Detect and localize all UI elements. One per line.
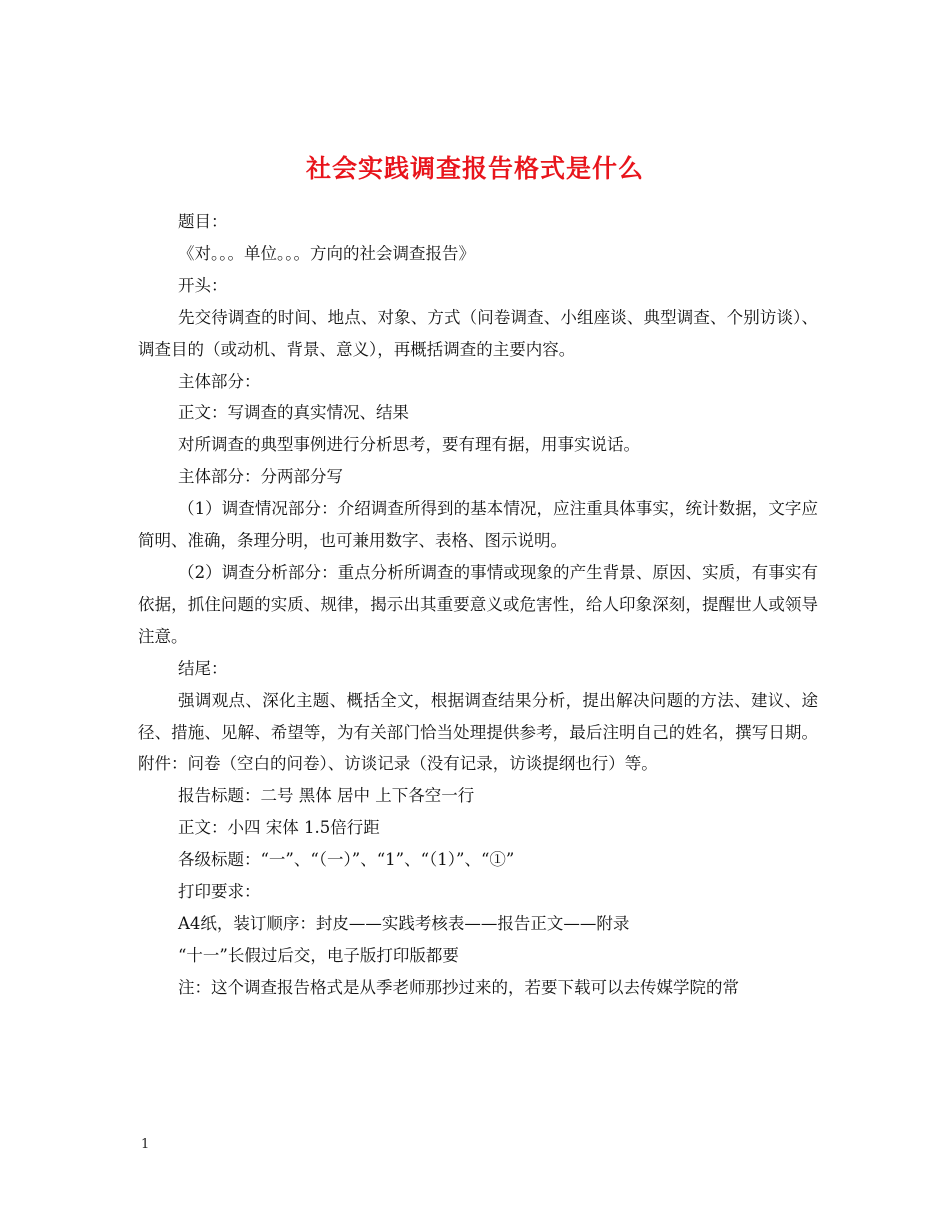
paragraph-opening-content: 先交待调查的时间、地点、对象、方式（问卷调查、小组座谈、典型调查、个别访谈）、调查目的（或动机、背景、意义），再概括调查的主要内容。 xyxy=(138,307,818,359)
document-body xyxy=(138,206,818,1004)
paragraph-ending-heading: 结尾： xyxy=(178,658,228,678)
paragraph-ending-content: 强调观点、深化主题、概括全文，根据调查结果分析，提出解决问题的方法、建议、途径、措施、见解、希望等，为有关部门恰当处理提供参考，最后注明自己的姓名，撰写日期。 附件：问卷（空白的问卷）、访谈记录（没有记录，访谈提纲也行）等。 xyxy=(138,690,818,774)
paragraph-binding-order: A4纸，装订顺序：封皮——实践考核表——报告正文——附录 xyxy=(178,913,630,933)
paragraph-heading-levels: 各级标题：“一”、“（一）”、“1”、“（1）”、“①” xyxy=(178,850,515,870)
paragraph-body-format: 正文：小四 宋体 1.5倍行距 xyxy=(178,818,380,838)
paragraph-survey-situation: （1）调查情况部分：介绍调查所得到的基本情况，应注重具体事实，统计数据，文字应简明、准确，条理分明，也可兼用数字、表格、图示说明。 xyxy=(138,499,818,551)
paragraph-main-heading: 主体部分： xyxy=(178,371,261,391)
paragraph-note: 注：这个调查报告格式是从季老师那抄过来的，若要下载可以去传媒学院的常 xyxy=(178,977,739,997)
page-number: 1 xyxy=(141,1137,150,1152)
paragraph-opening-heading: 开头： xyxy=(178,275,228,295)
paragraph-topic-example: 《对。。。单位。。。方向的社会调查报告》 xyxy=(178,243,475,263)
document-title: 社会实践调查报告格式是什么 xyxy=(305,153,644,183)
paragraph-survey-analysis: （2）调查分析部分：重点分析所调查的事情或现象的产生背景、原因、实质，有事实有依据，抓住问题的实质、规律，揭示出其重要意义或危害性，给人印象深刻，提醒世人或领导注意。 xyxy=(138,562,818,646)
paragraph-submission: “十一”长假过后交，电子版打印版都要 xyxy=(178,945,459,965)
paragraph-title-format: 报告标题：二号 黑体 居中 上下各空一行 xyxy=(178,786,475,806)
paragraph-topic-heading: 题目： xyxy=(178,212,228,231)
paragraph-main-text: 正文：写调查的真实情况、结果 xyxy=(178,403,409,423)
paragraph-analysis: 对所调查的典型事例进行分析思考，要有理有据，用事实说话。 xyxy=(178,435,640,455)
paragraph-main-two-parts: 主体部分：分两部分写 xyxy=(178,467,343,487)
paragraph-print-requirements: 打印要求： xyxy=(178,882,261,902)
